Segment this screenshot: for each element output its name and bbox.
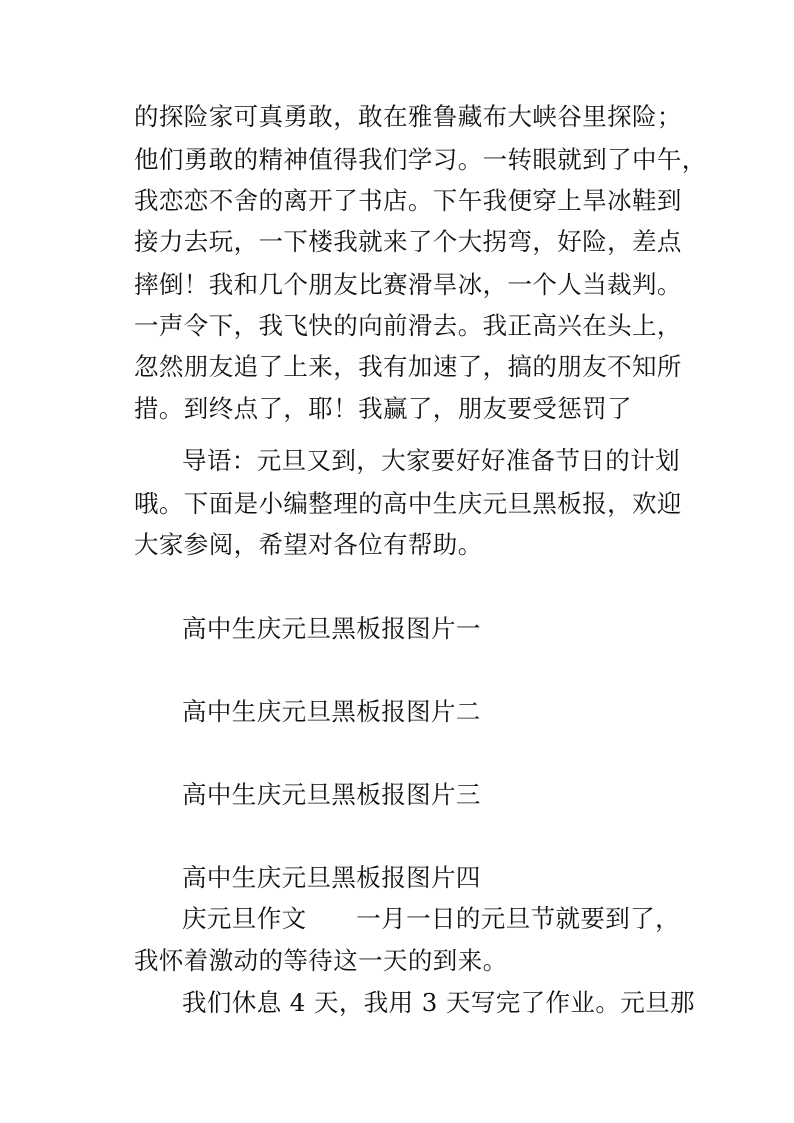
- intro-line: 大家参阅，希望对各位有帮助。: [134, 530, 483, 559]
- essay-line: 我们休息 4 天，我用 3 天写完了作业。元旦那: [182, 988, 695, 1017]
- paragraph-line: 我恋恋不舍的离开了书店。下午我便穿上旱冰鞋到: [134, 186, 682, 215]
- paragraph-line: 措。到终点了，耶！我赢了，朋友要受惩罚了: [134, 394, 632, 423]
- paragraph-line: 摔倒！我和几个朋友比赛滑旱冰，一个人当裁判。: [134, 270, 682, 299]
- intro-line: 哦。下面是小编整理的高中生庆元旦黑板报，欢迎: [134, 489, 682, 518]
- paragraph-line: 的探险家可真勇敢，敢在雅鲁藏布大峡谷里探险；: [134, 102, 682, 131]
- paragraph-line: 一声令下，我飞快的向前滑去。我正高兴在头上，: [134, 311, 682, 340]
- intro-line: 导语：元旦又到，大家要好好准备节日的计划: [182, 446, 680, 475]
- image-caption: 高中生庆元旦黑板报图片一: [182, 614, 481, 643]
- essay-line: 我怀着激动的等待这一天的到来。: [134, 946, 508, 975]
- image-caption: 高中生庆元旦黑板报图片二: [182, 697, 481, 726]
- essay-line: 庆元旦作文 一月一日的元旦节就要到了，: [182, 904, 680, 933]
- paragraph-line: 他们勇敢的精神值得我们学习。一转眼就到了中午，: [134, 145, 707, 174]
- paragraph-line: 接力去玩，一下楼我就来了个大拐弯，好险，差点: [134, 227, 682, 256]
- image-caption: 高中生庆元旦黑板报图片四: [182, 863, 481, 892]
- image-caption: 高中生庆元旦黑板报图片三: [182, 780, 481, 809]
- paragraph-line: 忽然朋友追了上来，我有加速了，搞的朋友不知所: [134, 352, 682, 381]
